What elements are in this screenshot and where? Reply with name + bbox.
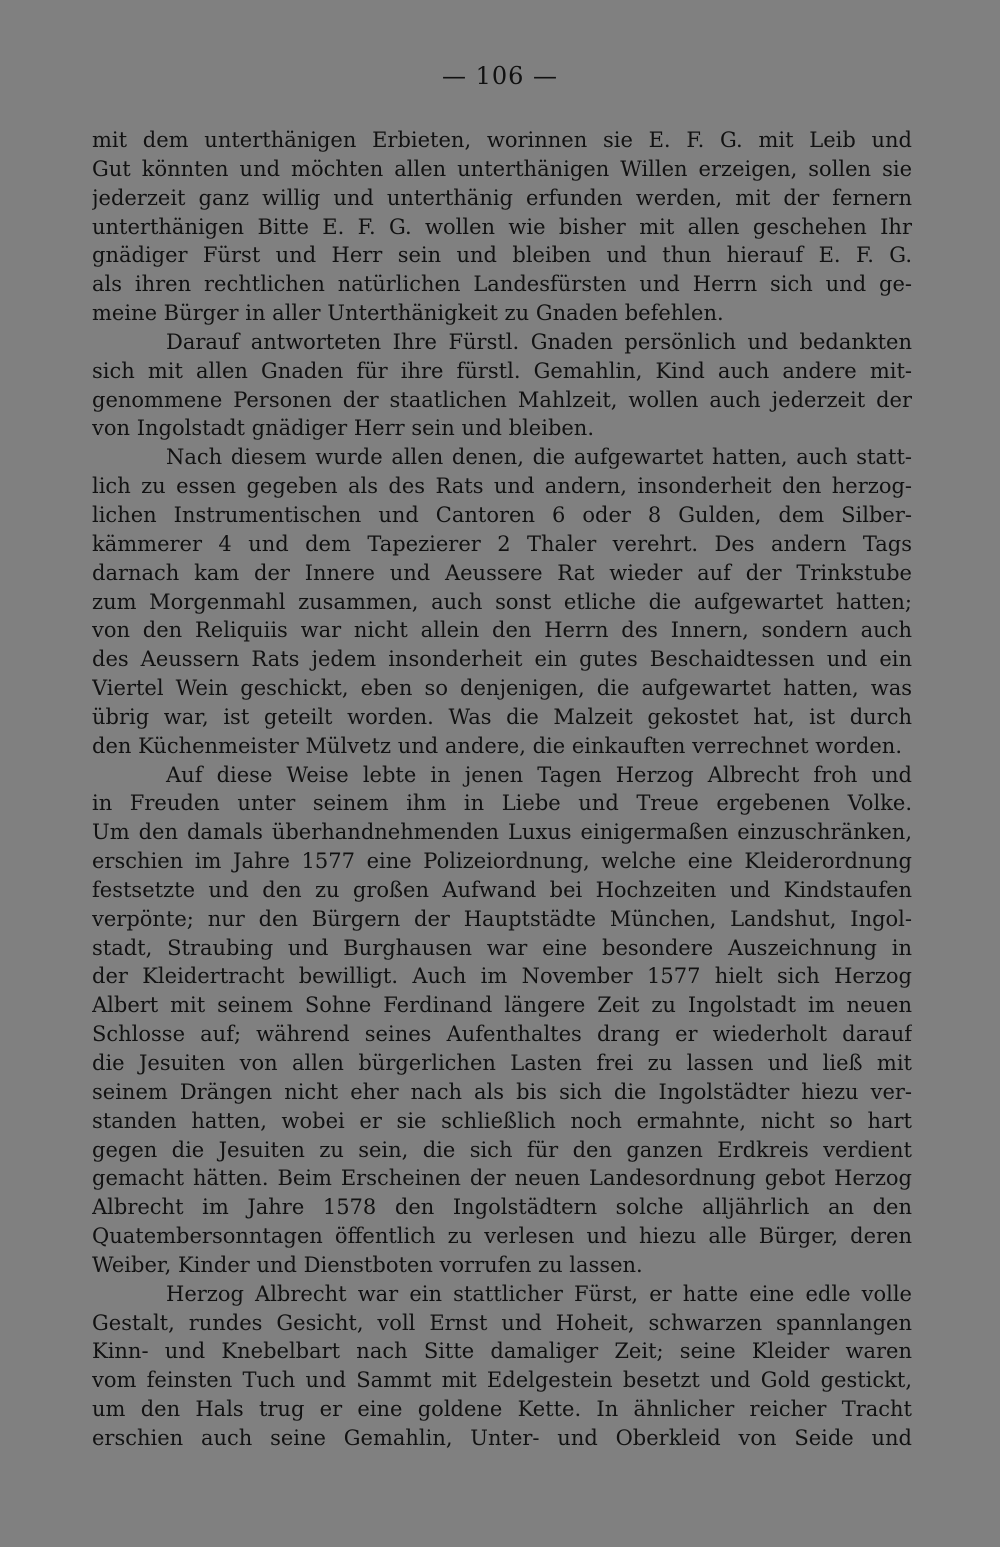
text-line: in Freuden unter seinem ihm in Liebe und Treue ergebenen Volke. <box>92 791 912 816</box>
text-line: gemacht hätten. Beim Erscheinen der neuen Landesordnung gebot Herzog <box>92 1166 912 1191</box>
text-line: darnach kam der Innere und Aeussere Rat wieder auf der Trinkstube <box>92 560 912 585</box>
text-line: als ihren rechtlichen natürlichen Landesfürsten und Herrn sich und ge- <box>92 272 912 297</box>
text-line: Auf diese Weise lebte in jenen Tagen Herzog Albrecht froh und <box>166 762 912 787</box>
text-line: Schlosse auf; während seines Aufenthaltes drang er wiederholt darauf <box>92 1022 912 1047</box>
text-line: von Ingolstadt gnädiger Herr sein und bleiben. <box>92 416 595 441</box>
text-line: festsetzte und den zu großen Aufwand bei Hochzeiten und Kindstaufen <box>92 877 912 902</box>
text-line: vom feinsten Tuch und Sammt mit Edelgestein besetzt und Gold gestickt, <box>92 1368 912 1393</box>
text-line: Um den damals überhandnehmenden Luxus einigermaßen einzuschränken, <box>92 820 912 845</box>
text-line: die Jesuiten von allen bürgerlichen Lasten frei zu lassen und ließ mit <box>92 1051 912 1075</box>
text-line: gnädiger Fürst und Herr sein und bleiben und thun hierauf E. F. G. <box>92 243 912 268</box>
text-line: mit dem unterthänigen Erbieten, worinnen sie E. F. G. mit Leib und <box>92 128 912 152</box>
page-number: — 106 — <box>441 62 559 90</box>
text-line: den Küchenmeister Mülvetz und andere, die einkauften verrechnet worden. <box>92 733 903 758</box>
text-line: erschien im Jahre 1577 eine Polizeiordnung, welche eine Kleiderordnung <box>92 849 912 874</box>
text-line: Quatembersonntagen öffentlich zu verlesen und hiezu alle Bürger, deren <box>92 1224 912 1249</box>
text-line: Kinn- und Knebelbart nach Sitte damaliger Zeit; seine Kleider waren <box>92 1339 912 1364</box>
text-line: seinem Drängen nicht eher nach als bis sich die Ingolstädter hiezu ver- <box>92 1079 912 1104</box>
text-line: Albert mit seinem Sohne Ferdinand längere Zeit zu Ingolstadt im neuen <box>92 993 912 1018</box>
text-line: erschien auch seine Gemahlin, Unter- und Oberkleid von Seide und <box>92 1425 912 1450</box>
text-line: gegen die Jesuiten zu sein, die sich für den ganzen Erdkreis verdient <box>92 1137 912 1162</box>
text-line: genommene Personen der staatlichen Mahlzeit, wollen auch jederzeit der <box>92 387 912 412</box>
text-line: Viertel Wein geschickt, eben so denjenigen, die aufgewartet hatten, was <box>92 676 912 701</box>
text-line: meine Bürger in aller Unterthänigkeit zu Gnaden befehlen. <box>92 301 724 326</box>
text-line: übrig war, ist geteilt worden. Was die Malzeit gekostet hat, ist durch <box>92 704 912 729</box>
text-line: Gestalt, rundes Gesicht, voll Ernst und Hoheit, schwarzen spannlangen <box>92 1310 912 1335</box>
text-line: unterthänigen Bitte E. F. G. wollen wie bisher mit allen geschehen Ihr <box>92 214 912 239</box>
body-text <box>92 126 912 1453</box>
text-line: verpönte; nur den Bürgern der Hauptstädte München, Landshut, Ingol- <box>92 906 912 931</box>
text-line: Darauf antworteten Ihre Fürstl. Gnaden persönlich und bedankten <box>166 329 912 354</box>
text-line: lichen Instrumentischen und Cantoren 6 oder 8 Gulden, dem Silber- <box>92 502 912 527</box>
text-line: standen hatten, wobei er sie schließlich noch ermahnte, nicht so hart <box>92 1108 912 1133</box>
text-line: lich zu essen gegeben als des Rats und andern, insonderheit den herzog- <box>92 474 912 499</box>
text-line: des Aeussern Rats jedem insonderheit ein gutes Beschaidtessen und ein <box>92 647 912 672</box>
text-line: Nach diesem wurde allen denen, die aufgewartet hatten, auch statt- <box>166 445 912 470</box>
text-line: zum Morgenmahl zusammen, auch sonst etliche die aufgewartet hatten; <box>92 589 912 614</box>
text-line: Weiber, Kinder und Dienstboten vorrufen zu lassen. <box>92 1252 643 1277</box>
text-line: der Kleidertracht bewilligt. Auch im November 1577 hielt sich Herzog <box>92 964 912 989</box>
text-line: jederzeit ganz willig und unterthänig erfunden werden, mit der fernern <box>92 185 912 210</box>
text-line: stadt, Straubing und Burghausen war eine besondere Auszeichnung in <box>92 935 912 960</box>
text-line: um den Hals trug er eine goldene Kette. In ähnlicher reicher Tracht <box>92 1397 912 1422</box>
text-line: von den Reliquiis war nicht allein den Herrn des Innern, sondern auch <box>92 618 912 643</box>
text-line: Gut könnten und möchten allen unterthänigen Willen erzeigen, sollen sie <box>92 156 912 181</box>
text-line: sich mit allen Gnaden für ihre fürstl. Gemahlin, Kind auch andere mit- <box>92 358 912 383</box>
text-line: kämmerer 4 und dem Tapezierer 2 Thaler verehrt. Des andern Tags <box>92 531 912 556</box>
text-line: Albrecht im Jahre 1578 den Ingolstädtern solche alljährlich an den <box>92 1195 912 1220</box>
text-line: Herzog Albrecht war ein stattlicher Fürst, er hatte eine edle volle <box>166 1281 912 1306</box>
